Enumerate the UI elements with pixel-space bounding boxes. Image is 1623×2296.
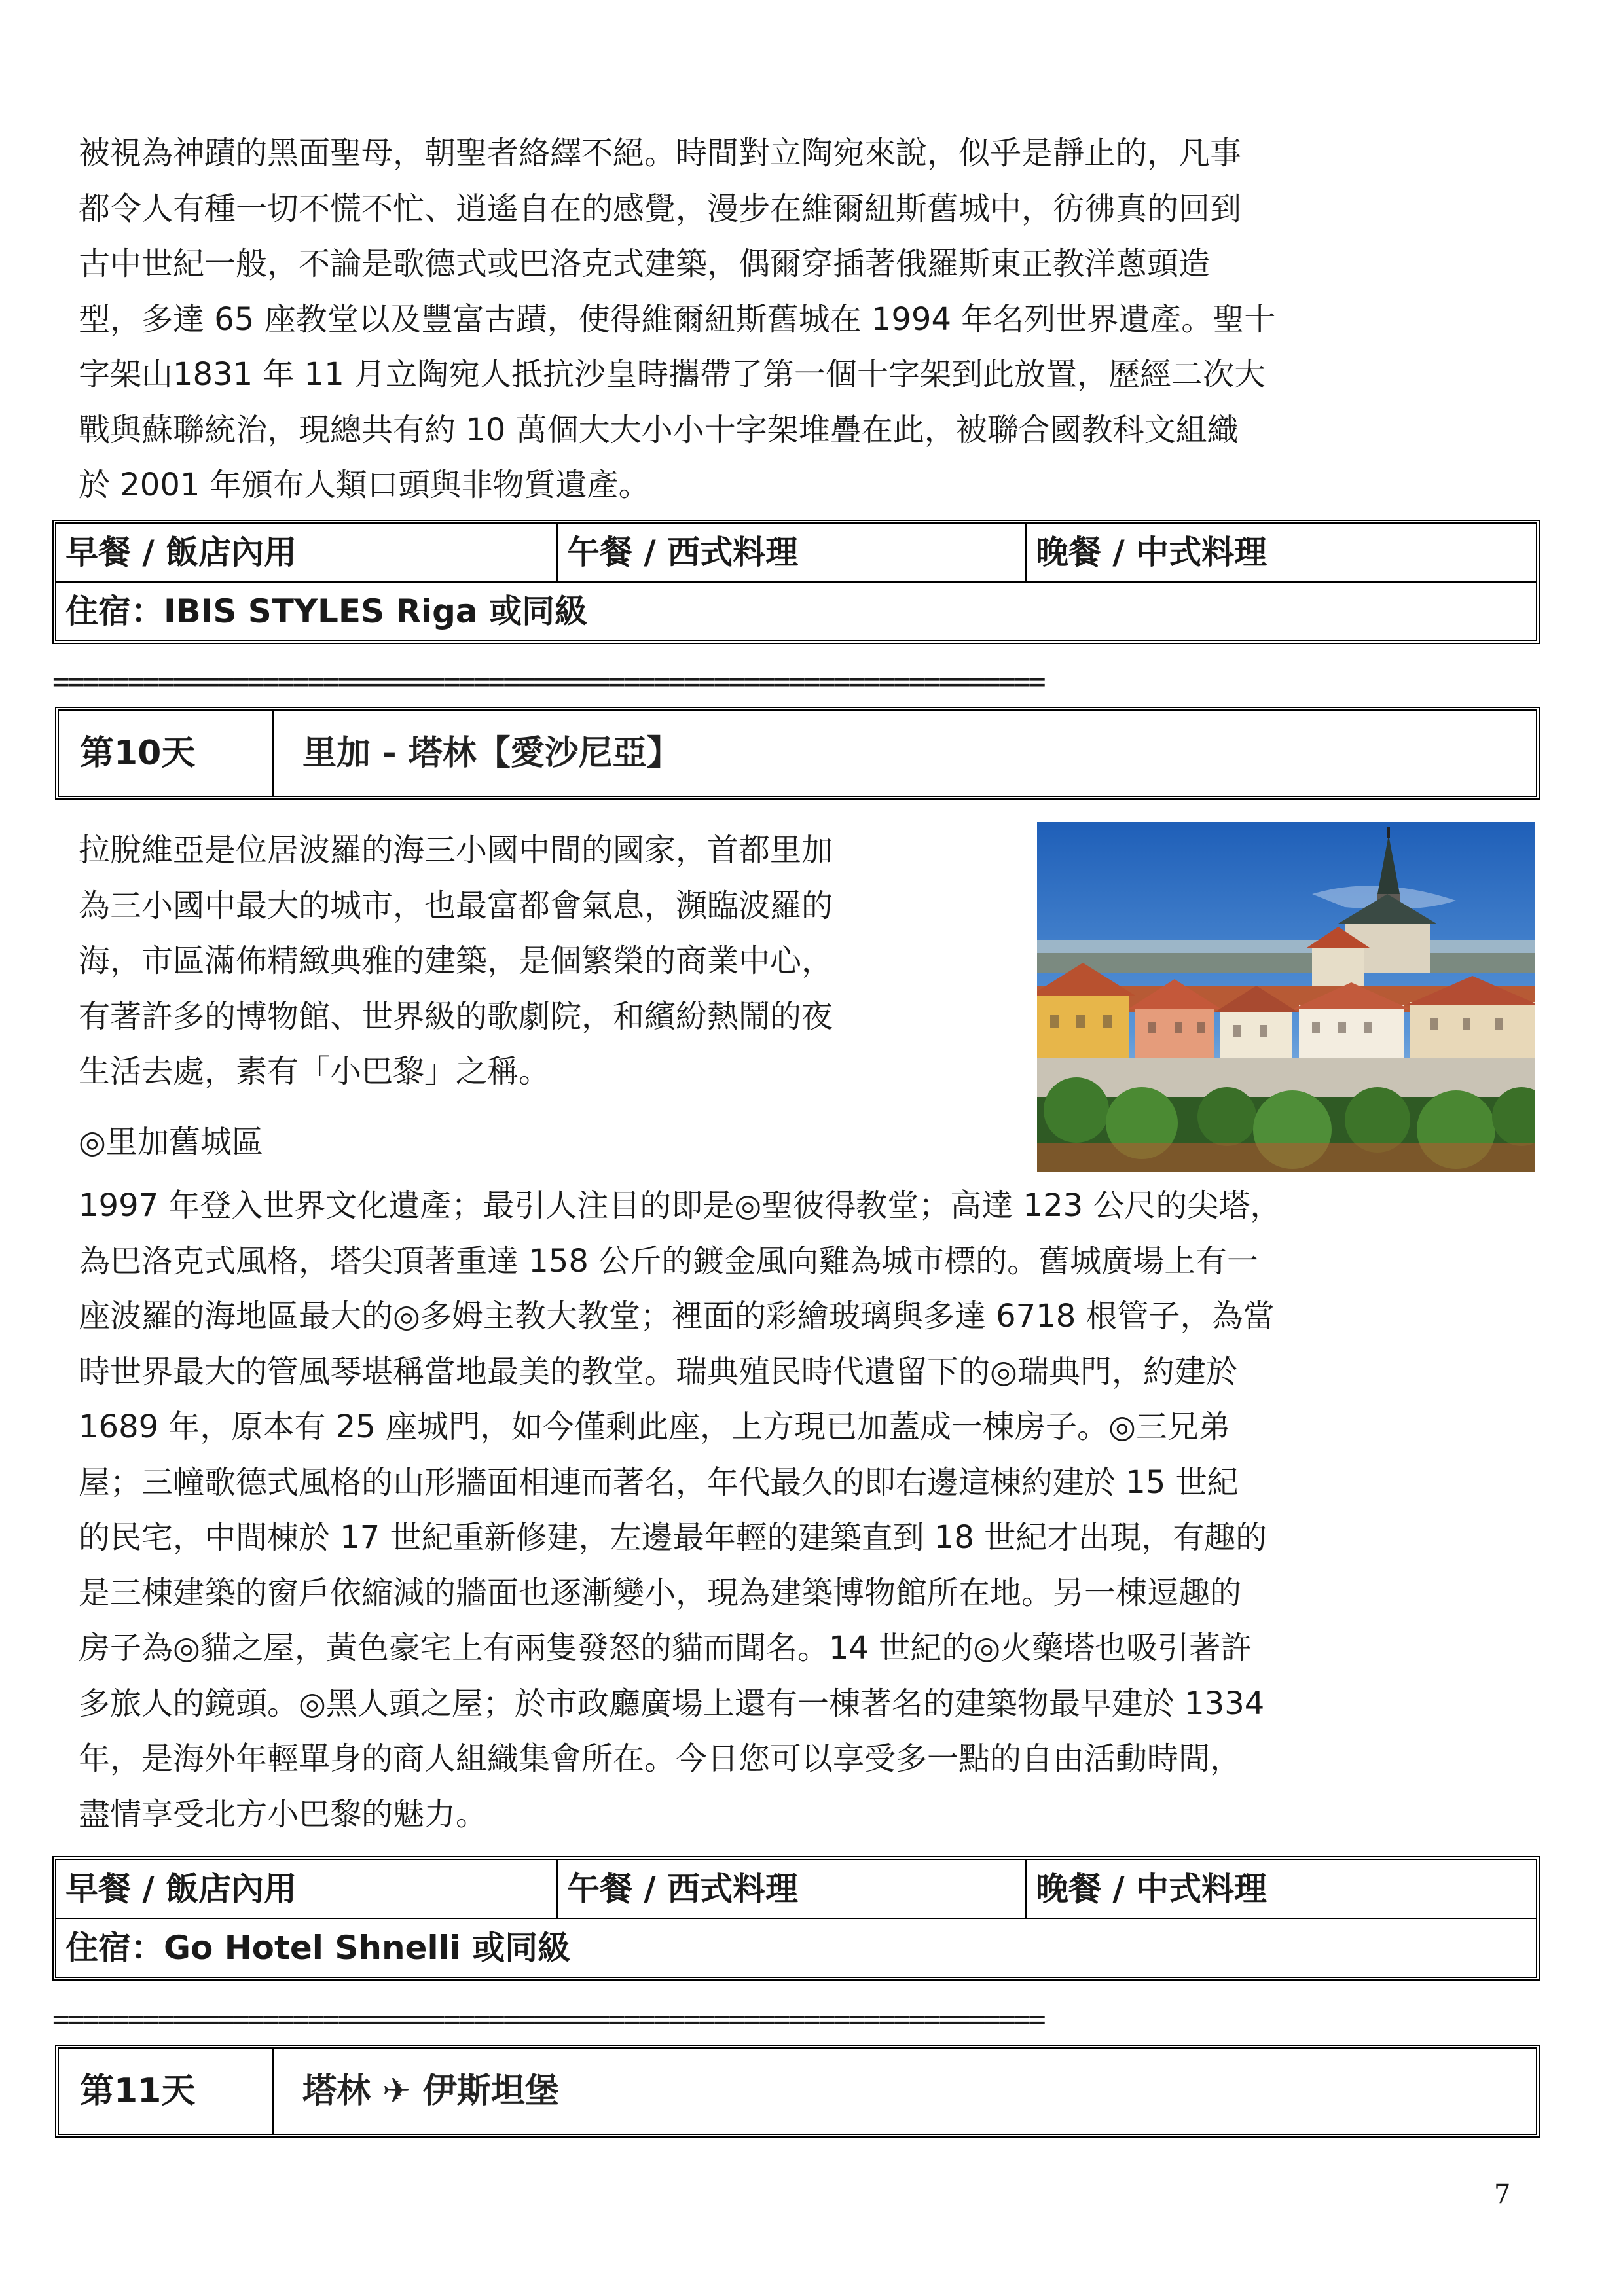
day10-intro <box>79 823 833 1100</box>
lunch-cell: 午餐 / 西式料理 <box>556 524 1025 581</box>
text-line: 屋；三幢歌德式風格的山形牆面相連而著名，年代最久的即右邊這棟約建於 15 世紀 <box>79 1463 1239 1501</box>
text-line: 戰與蘇聯統治，現總共有約 10 萬個大大小小十字架堆疊在此，被聯合國教科文組織 <box>79 411 1239 448</box>
hotel-row <box>56 581 1536 640</box>
text-line: 1689 年，原本有 25 座城門，如今僅剩此座，上方現已加蓋成一棟房子。◎三兄弟 <box>79 1408 1230 1445</box>
page-number: 7 <box>1494 2179 1511 2210</box>
separator-line: ================================================================== <box>52 2007 1044 2033</box>
meal-table-day10 <box>52 1856 1540 1981</box>
text-line: 被視為神蹟的黑面聖母，朝聖者絡繹不絕。時間對立陶宛來說，似乎是靜止的，凡事 <box>79 135 1242 171</box>
day-header-day10 <box>55 707 1540 800</box>
day-label: 第10天 <box>59 711 274 796</box>
tallinn-old-town-photo <box>1037 822 1535 1172</box>
day10-body <box>79 1178 1281 1842</box>
day-header-day11 <box>55 2045 1540 2138</box>
meal-row <box>56 524 1536 581</box>
lunch-cell: 午餐 / 西式料理 <box>556 1860 1025 1918</box>
text-line: 為巴洛克式風格，塔尖頂著重達 158 公斤的鍍金風向雞為城市標的。舊城廣場上有一 <box>79 1242 1259 1280</box>
day-route: 塔林 ✈ 伊斯坦堡 <box>302 2072 559 2111</box>
hotel-cell: 住宿：IBIS STYLES Riga 或同級 <box>65 592 588 630</box>
text-line: 型，多達 65 座教堂以及豐富古蹟，使得維爾紐斯舊城在 1994 年名列世界遺產。聖十 <box>79 300 1276 338</box>
day-label: 第11天 <box>59 2049 274 2134</box>
text-line: 時世界最大的管風琴堪稱當地最美的教堂。瑞典殖民時代遺留下的◎瑞典門，約建於 <box>79 1353 1237 1390</box>
text-line: 年，是海外年輕單身的商人組織集會所在。今日您可以享受多一點的自由活動時間， <box>79 1740 1242 1777</box>
intro-paragraph <box>79 126 1275 513</box>
day-route: 里加 - 塔林【愛沙尼亞】 <box>302 734 681 773</box>
text-line: 有著許多的博物館、世界級的歌劇院，和繽紛熱鬧的夜 <box>79 997 833 1035</box>
meal-table-day9 <box>52 520 1540 644</box>
text-line: 的民宅，中間棟於 17 世紀重新修建，左邊最年輕的建築直到 18 世紀才出現，有趣的 <box>79 1519 1267 1556</box>
text-line: 房子為◎貓之屋，黃色豪宅上有兩隻發怒的貓而聞名。14 世紀的◎火藥塔也吸引著許 <box>79 1630 1252 1666</box>
text-line: 盡情享受北方小巴黎的魅力。 <box>79 1795 488 1833</box>
hotel-cell: 住宿：Go Hotel Shnelli 或同級 <box>65 1929 571 1967</box>
dinner-cell: 晚餐 / 中式料理 <box>1025 1860 1536 1918</box>
text-line: 海，市區滿佈精緻典雅的建築，是個繁榮的商業中心， <box>79 942 833 979</box>
text-line: 為三小國中最大的城市，也最富都會氣息，瀕臨波羅的 <box>79 887 833 924</box>
text-line: 於 2001 年頒布人類口頭與非物質遺產。 <box>79 467 650 503</box>
text-line: 是三棟建築的窗戶依縮減的牆面也逐漸變小，現為建築博物館所在地。另一棟逗趣的 <box>79 1574 1242 1611</box>
text-line: 古中世紀一般，不論是歌德式或巴洛克式建築，偶爾穿插著俄羅斯東正教洋蔥頭造 <box>79 245 1211 282</box>
hotel-row <box>56 1918 1536 1977</box>
text-line: 生活去處，素有「小巴黎」之稱。 <box>79 1053 551 1090</box>
text-line: 多旅人的鏡頭。◎黑人頭之屋；於市政廳廣場上還有一棟著名的建築物最早建於 1334 <box>79 1685 1265 1722</box>
day10-subheading: ◎里加舊城區 <box>79 1124 263 1160</box>
separator-line: ================================================================== <box>52 669 1044 695</box>
dinner-cell: 晚餐 / 中式料理 <box>1025 524 1536 581</box>
meal-row <box>56 1860 1536 1918</box>
text-line: 字架山1831 年 11 月立陶宛人抵抗沙皇時攜帶了第一個十字架到此放置，歷經二次大 <box>79 356 1266 393</box>
text-line: 座波羅的海地區最大的◎多姆主教大教堂；裡面的彩繪玻璃與多達 6718 根管子，為當 <box>79 1298 1275 1335</box>
text-line: 1997 年登入世界文化遺產；最引人注目的即是◎聖彼得教堂；高達 123 公尺的尖塔， <box>79 1187 1282 1224</box>
breakfast-cell: 早餐 / 飯店內用 <box>65 1870 297 1908</box>
text-line: 拉脫維亞是位居波羅的海三小國中間的國家，首都里加 <box>79 832 833 869</box>
text-line: 都令人有種一切不慌不忙、逍遙自在的感覺，漫步在維爾紐斯舊城中，彷彿真的回到 <box>79 190 1242 227</box>
breakfast-cell: 早餐 / 飯店內用 <box>65 533 297 571</box>
tallinn-old-town-illustration <box>1037 822 1535 1172</box>
